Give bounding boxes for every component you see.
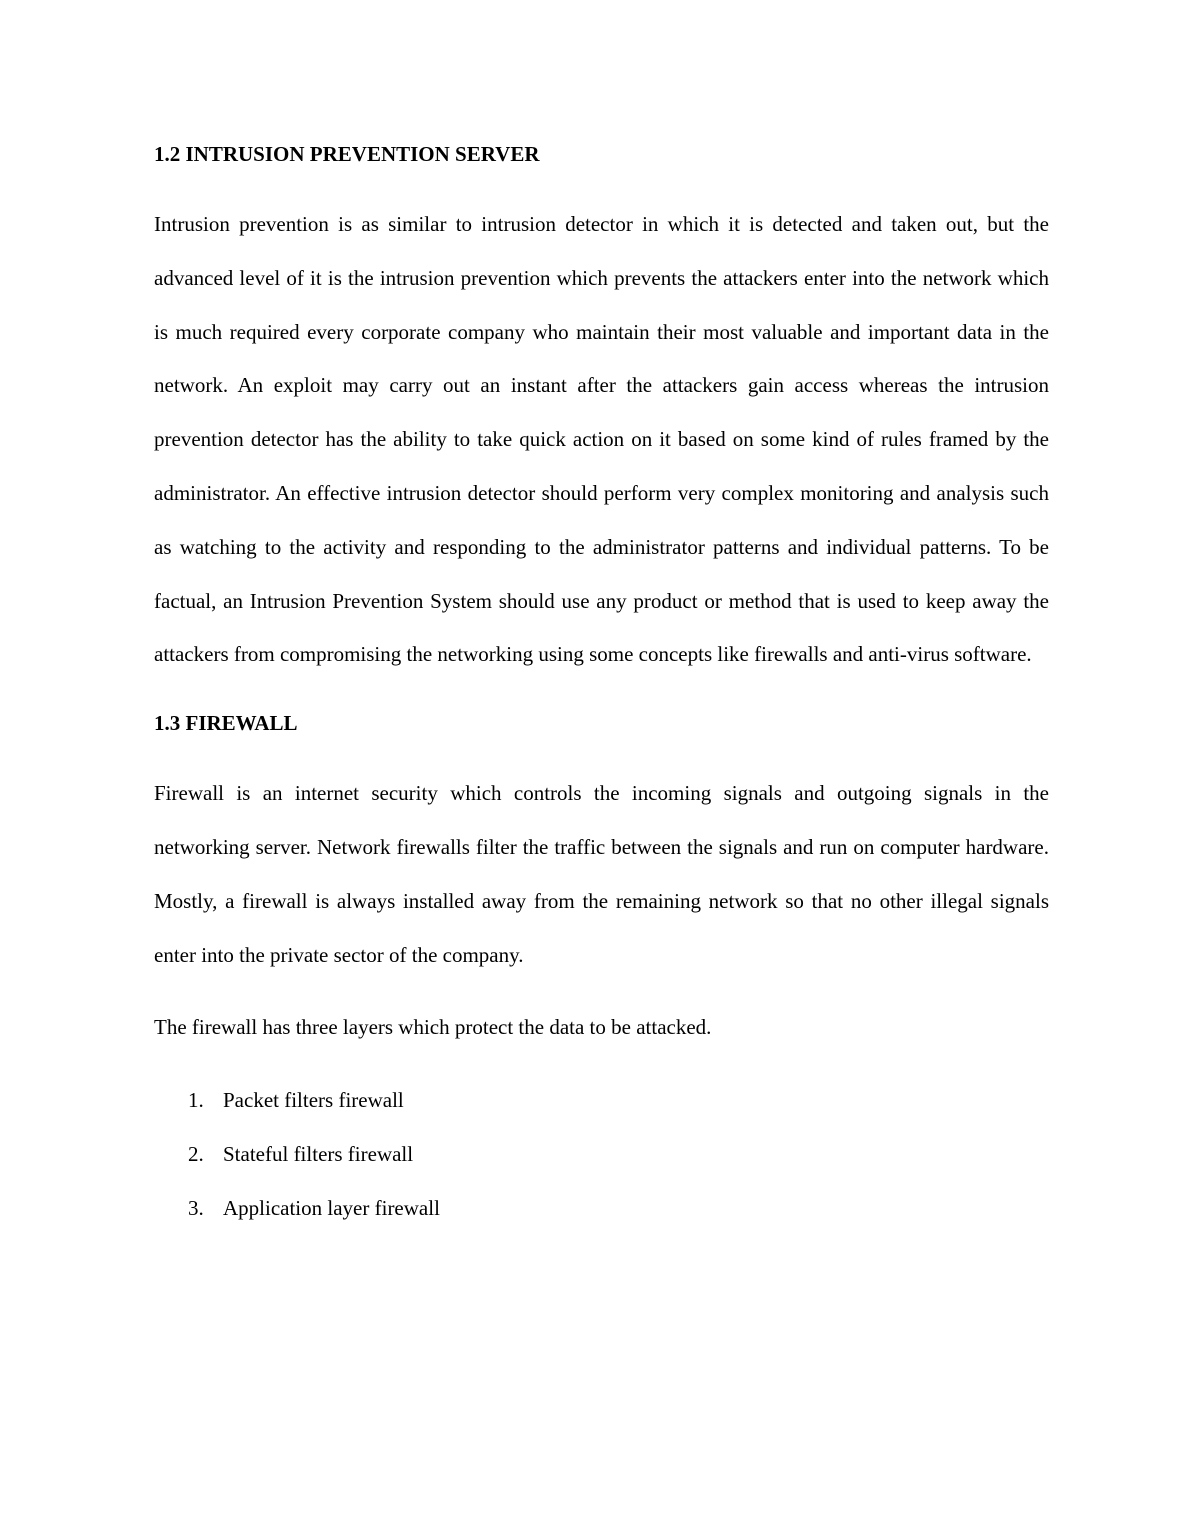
paragraph-intrusion-prevention: Intrusion prevention is as similar to intrusion detector in which it is detected and taken out, but the advanced level of it is the intrusion prevention which prevents the attackers enter into the network which is much required every corporate company who maintain their most valuable and important data in the network. An exploit may carry out an instant after the attackers gain access whereas the intrusion prevention detector has the ability to take quick action on it based on some kind of rules framed by the administrator. An effective intrusion detector should perform very complex monitoring and analysis such as watching to the activity and responding to the administrator patterns and individual patterns. To be factual, an Intrusion Prevention System should use any product or method that is used to keep away the attackers from compromising the networking using some concepts like firewalls and anti-virus software. [154,212,1049,667]
list-item-text: Stateful filters firewall [223,1141,414,1166]
paragraph-firewall-layers-intro: The firewall has three layers which protect the data to be attacked. [154,1015,712,1040]
section-heading-intrusion-prevention: 1.2 INTRUSION PREVENTION SERVER [154,142,540,166]
list-item [154,1128,1049,1182]
firewall-layers-list [154,1074,1049,1235]
section-heading-firewall: 1.3 FIREWALL [154,711,298,736]
list-item [154,1182,1049,1236]
document-page [154,132,1049,1236]
paragraph-firewall: Firewall is an internet security which controls the incoming signals and outgoing signals in the networking server. Network firewalls filter the traffic between the signals and run on computer hardware. Mostly, a firewall is always installed away from the remaining network so that no other illegal signals enter into the private sector of the company. [154,781,1049,967]
list-item-text: Application layer firewall [223,1195,440,1220]
list-item-number: 1. [188,1088,204,1113]
list-item-number: 3. [188,1195,204,1220]
list-item-text: Packet filters firewall [223,1088,404,1113]
list-item-number: 2. [188,1141,204,1166]
list-item [154,1074,1049,1128]
